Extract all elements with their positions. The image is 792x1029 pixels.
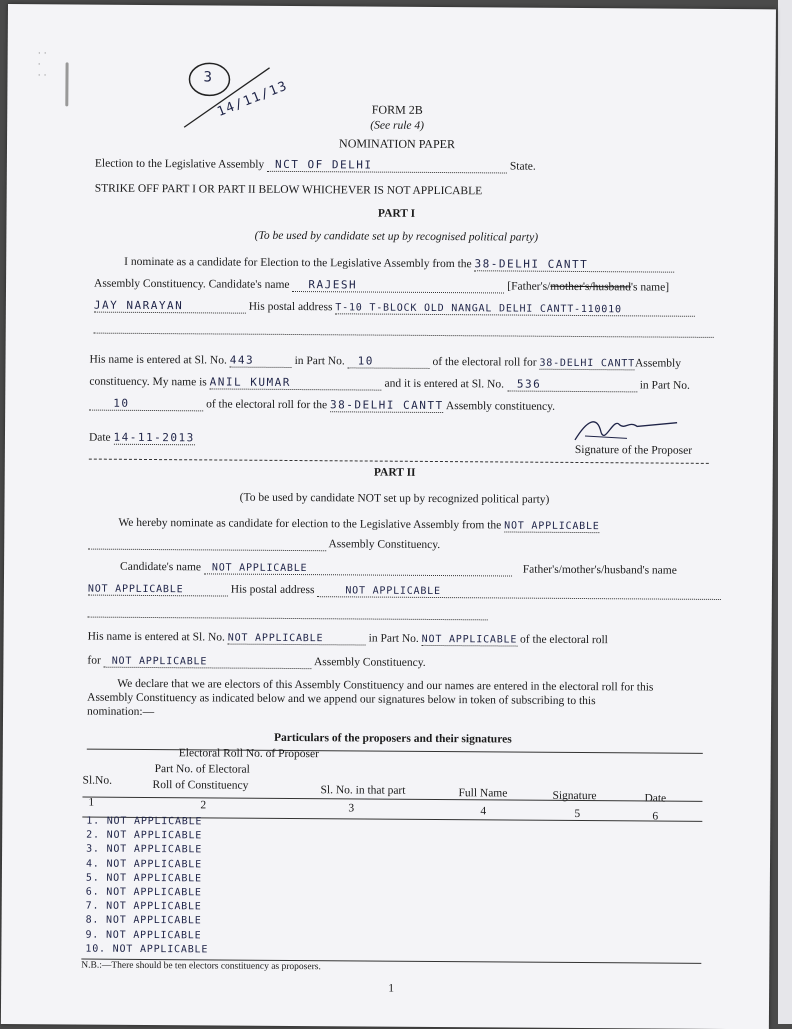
state-suffix: State. xyxy=(509,160,536,173)
table-row: 4. NOT APPLICABLE xyxy=(85,858,202,870)
part2-line5 xyxy=(88,631,608,648)
part2-line1 xyxy=(118,517,599,532)
col-number: 2 xyxy=(200,799,207,812)
part1-text: constituency. My name is xyxy=(89,375,207,389)
table-row: 6. NOT APPLICABLE xyxy=(85,886,202,899)
strike-instruction: STRIKE OFF PART I OR PART II BELOW WHICHEVER IS NOT APPLICABLE xyxy=(94,182,483,198)
part1-text: and it is entered at Sl. No. xyxy=(384,377,505,391)
part2-text: Assembly Constituency. xyxy=(313,656,426,669)
part1-text: His name is entered at Sl. No. xyxy=(89,353,227,367)
part2-line4 xyxy=(88,583,722,600)
part1-line5 xyxy=(89,375,690,393)
part2-line3 xyxy=(120,561,677,578)
col-slno: Sl.No. xyxy=(82,774,113,787)
part1-line4 xyxy=(89,353,681,371)
election-line xyxy=(95,157,536,174)
date-line xyxy=(89,431,195,445)
part1-line1 xyxy=(124,255,674,273)
part1-text: 's name] xyxy=(630,281,670,294)
table-row: 3. NOT APPLICABLE xyxy=(86,843,203,856)
form-rule: (See rule 4) xyxy=(370,119,425,132)
part2-text: Father's/mother's/husband's name xyxy=(522,563,677,577)
part1-text: of the electoral roll for xyxy=(432,355,537,369)
table-row: 2. NOT APPLICABLE xyxy=(86,829,203,842)
table-row: 5. NOT APPLICABLE xyxy=(85,872,202,885)
document-page xyxy=(1,4,776,1029)
form-title: FORM 2B xyxy=(371,102,423,117)
punch-holes: · · · · · xyxy=(37,48,47,82)
declaration-line: We declare that we are electors of this Assembly Constituency and our names are entered in the electoral roll for this xyxy=(117,677,654,694)
declaration-line: nomination:— xyxy=(87,705,155,719)
proposer-roll-value: 38-DELHI CANTT xyxy=(329,398,444,413)
annotation-date: 14/11/13 xyxy=(215,78,291,120)
col-number: 3 xyxy=(348,802,355,815)
struck-text: mother's/husband xyxy=(550,280,631,294)
table-row: 1. NOT APPLICABLE xyxy=(86,815,203,828)
part2-sl-value: NOT APPLICABLE xyxy=(228,633,366,646)
form-name: NOMINATION PAPER xyxy=(339,136,456,152)
header-rule xyxy=(82,797,702,802)
part2-address-value: NOT APPLICABLE xyxy=(317,585,721,600)
part1-text: I nominate as a candidate for Election to the Legislative Assembly from the xyxy=(124,255,472,271)
part1-text: Assembly Constituency. Candidate's name xyxy=(94,277,290,291)
blank-field xyxy=(88,537,326,552)
proposer-part-value: 10 xyxy=(89,397,203,412)
part-divider xyxy=(89,459,709,464)
part2-text: We hereby nominate as candidate for election to the Legislative Assembly from the xyxy=(118,516,502,532)
part1-text: Assembly xyxy=(634,357,682,370)
col-part-line2: Roll of Constituency xyxy=(152,779,249,792)
sl-no-value: 443 xyxy=(230,354,292,368)
part2-heading: PART II xyxy=(373,466,416,479)
part2-line6 xyxy=(87,655,425,670)
part2-constituency-value: NOT APPLICABLE xyxy=(504,520,600,533)
group-header: Electoral Roll No. of Proposer xyxy=(178,747,320,761)
part2-candidate-value: NOT APPLICABLE xyxy=(204,562,512,576)
part2-part-value: NOT APPLICABLE xyxy=(421,633,518,646)
part1-text: in Part No. xyxy=(639,379,690,392)
col-number: 4 xyxy=(480,805,487,818)
col-date: Date xyxy=(644,792,667,805)
part2-text: in Part No. xyxy=(368,632,419,645)
roll-for-value: 38-DELHI CANTT xyxy=(539,357,636,370)
part1-line6 xyxy=(89,397,555,414)
part1-text: of the electoral roll for the xyxy=(206,398,328,412)
part1-line3 xyxy=(94,299,696,317)
part2-father-value: NOT APPLICABLE xyxy=(88,584,228,597)
col-number: 1 xyxy=(88,796,95,809)
col-number: 5 xyxy=(574,807,581,821)
declaration xyxy=(87,677,653,723)
part-no-value: 10 xyxy=(348,354,430,369)
table-row: 10. NOT APPLICABLE xyxy=(85,943,209,956)
table-row: 9. NOT APPLICABLE xyxy=(85,929,202,941)
col-part-line1: Part No. of Electoral xyxy=(154,763,250,776)
part2-text: Assembly Constituency. xyxy=(328,538,441,552)
table-row: 7. NOT APPLICABLE xyxy=(85,900,202,913)
table-row: 8. NOT APPLICABLE xyxy=(85,914,202,927)
proposer-sl-value: 536 xyxy=(507,377,637,392)
part2-text: His postal address xyxy=(230,583,315,597)
address-continuation-line xyxy=(94,333,714,338)
annotation-number: 3 xyxy=(203,69,214,86)
part2-text: His name is entered at Sl. No. xyxy=(87,630,225,644)
part1-subheading: (To be used by candidate set up by recognised political party) xyxy=(254,229,539,244)
proposer-rows xyxy=(85,815,209,958)
date-label: Date xyxy=(88,431,111,444)
col-number: 6 xyxy=(652,810,659,823)
part2-subheading: (To be used by candidate NOT set up by recognized political party) xyxy=(239,491,550,506)
part2-line2 xyxy=(88,537,440,552)
part2-roll-value: NOT APPLICABLE xyxy=(104,656,312,669)
constituency-value: 38-DELHI CANTT xyxy=(474,257,674,272)
election-prefix: Election to the Legislative Assembly xyxy=(94,157,265,171)
state-value: NCT OF DELHI xyxy=(267,158,507,174)
declaration-line: Assembly Constituency as indicated below and we append our signatures below in token of subscribing to this xyxy=(87,691,596,708)
part1-text: in Part No. xyxy=(294,355,345,368)
part1-text: Assembly constituency. xyxy=(445,400,556,413)
part1-text: [Father's/ xyxy=(507,280,551,293)
address-value: T-10 T-BLOCK OLD NANGAL DELHI CANTT-110010 xyxy=(335,302,695,317)
proposer-name-value: ANIL KUMAR xyxy=(210,375,382,390)
part2-text: Candidate's name xyxy=(120,560,202,574)
table-title: Particulars of the proposers and their signatures xyxy=(273,731,512,746)
part1-line2 xyxy=(94,277,669,295)
signature-label: Signature of the Proposer xyxy=(574,443,693,457)
father-name-value: JAY NARAYAN xyxy=(94,299,246,314)
date-value: 14-11-2013 xyxy=(113,430,195,445)
col-signature: Signature xyxy=(552,789,597,803)
footnote: N.B.:—There should be ten electors constituency as proposers. xyxy=(81,960,321,973)
candidate-name-value: RAJESH xyxy=(292,278,504,293)
part1-text: His postal address xyxy=(248,300,333,314)
col-sl-part: Sl. No. in that part xyxy=(320,784,406,797)
part2-text: of the electoral roll xyxy=(520,633,608,647)
part2-text: for xyxy=(87,654,101,667)
part2-address-continuation xyxy=(88,617,488,621)
part1-heading: PART I xyxy=(377,207,416,220)
page-number: 1 xyxy=(388,982,395,995)
col-full-name: Full Name xyxy=(458,787,508,800)
